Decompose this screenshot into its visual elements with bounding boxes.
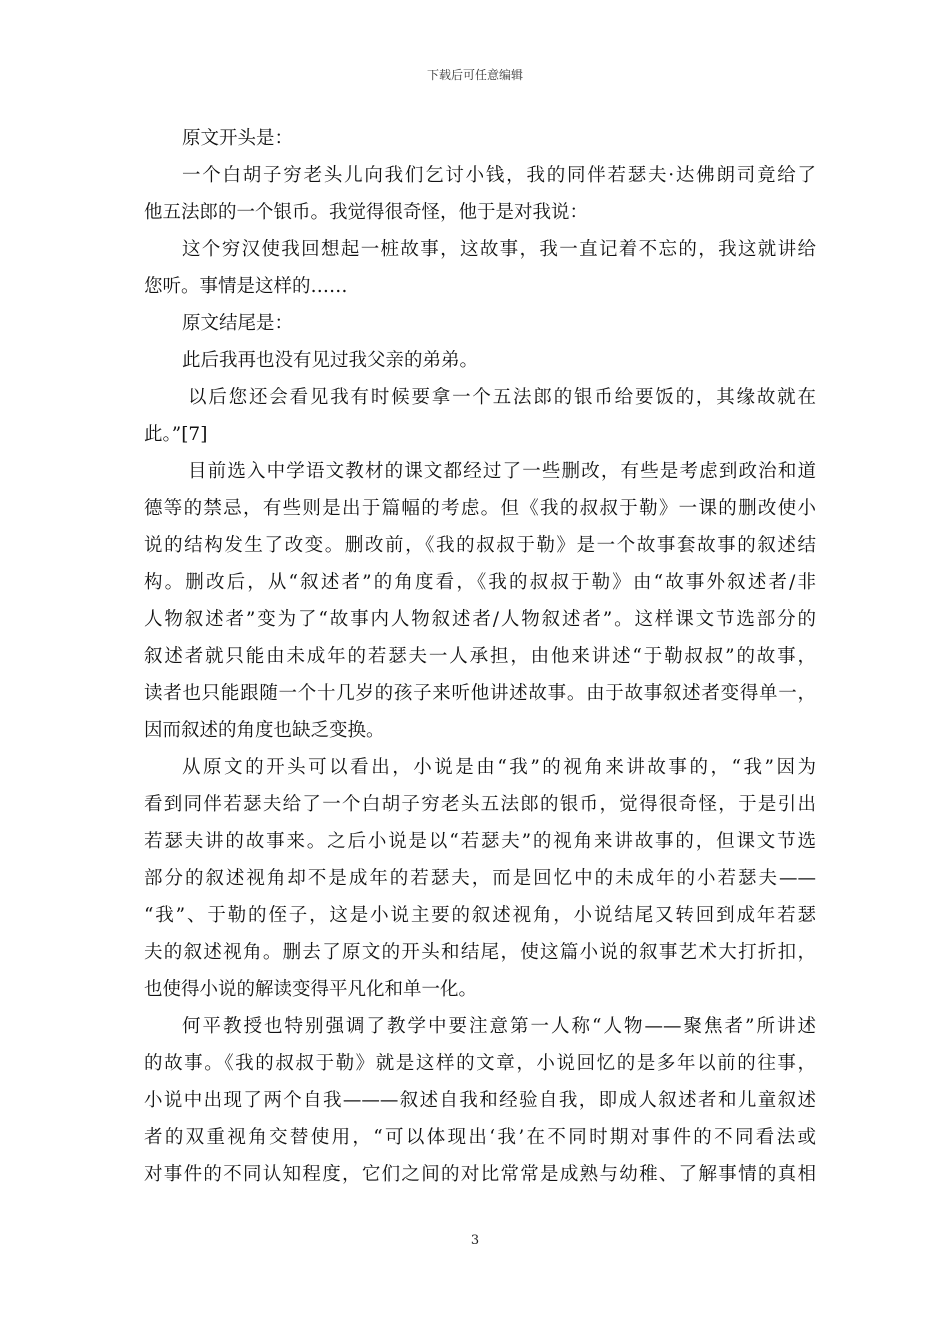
document-body <box>144 120 816 1193</box>
text-line: 说的结构发生了改变。删改前，《我的叔叔于勒》是一个故事套故事的叙述结 <box>144 535 816 556</box>
page-header: 下载后可任意编辑 <box>426 68 523 82</box>
text-line: 构。删改后，从“叙述者”的角度看，《我的叔叔于勒》由“故事外叙述者/非 <box>144 572 816 593</box>
text-line: 这个穷汉使我回想起一桩故事，这故事，我一直记着不忘的，我这就讲给 <box>182 239 816 260</box>
text-line: 因而叙述的角度也缺乏变换。 <box>144 720 385 741</box>
text-line: 以后您还会看见我有时候要拿一个五法郎的银币给要饭的，其缘故就在 <box>188 387 816 408</box>
page-number: 3 <box>470 1233 480 1248</box>
text-line: “我”、于勒的侄子，这是小说主要的叙述视角，小说结尾又转回到成年若瑟 <box>144 905 816 926</box>
text-line: 目前选入中学语文教材的课文都经过了一些删改，有些是考虑到政治和道 <box>188 461 816 482</box>
text-line: 德等的禁忌，有些则是出于篇幅的考虑。但《我的叔叔于勒》一课的删改使小 <box>144 498 816 519</box>
text-line: 的故事。《我的叔叔于勒》就是这样的文章，小说回忆的是多年以前的往事， <box>144 1053 816 1074</box>
text-line: 部分的叙述视角却不是成年的若瑟夫，而是回忆中的未成年的小若瑟夫—— <box>144 868 816 889</box>
text-line: 对事件的不同认知程度，它们之间的对比常常是成熟与幼稚、了解事情的真相 <box>144 1164 816 1185</box>
text-line: 从原文的开头可以看出，小说是由“我”的视角来讲故事的，“我”因为 <box>182 757 816 778</box>
text-line: 者的双重视角交替使用，“可以体现出‘我’在不同时期对事件的不同看法或 <box>144 1127 816 1148</box>
text-line: 夫的叙述视角。删去了原文的开头和结尾，使这篇小说的叙事艺术大打折扣， <box>144 942 816 963</box>
text-line: 原文开头是： <box>182 128 294 149</box>
text-line: 此。”[7] <box>144 424 208 445</box>
text-line: 一个白胡子穷老头儿向我们乞讨小钱，我的同伴若瑟夫·达佛朗司竟给了 <box>182 165 816 186</box>
text-line: 您听。事情是这样的…… <box>144 276 348 297</box>
text-line: 原文结尾是： <box>182 313 294 334</box>
text-line: 小说中出现了两个自我———叙述自我和经验自我，即成人叙述者和儿童叙述 <box>144 1090 816 1111</box>
text-line: 此后我再也没有见过我父亲的弟弟。 <box>182 350 479 371</box>
text-line: 人物叙述者”变为了“故事内人物叙述者/人物叙述者”。这样课文节选部分的 <box>144 609 816 630</box>
text-line: 何平教授也特别强调了教学中要注意第一人称“人物——聚焦者”所讲述 <box>182 1016 816 1037</box>
text-line: 他五法郎的一个银币。我觉得很奇怪，他于是对我说： <box>144 202 589 223</box>
text-line: 若瑟夫讲的故事来。之后小说是以“若瑟夫”的视角来讲故事的，但课文节选 <box>144 831 816 852</box>
text-line: 叙述者就只能由未成年的若瑟夫一人承担，由他来讲述“于勒叔叔”的故事， <box>144 646 816 667</box>
text-line: 看到同伴若瑟夫给了一个白胡子穷老头五法郎的银币，觉得很奇怪，于是引出 <box>144 794 816 815</box>
text-line: 也使得小说的解读变得平凡化和单一化。 <box>144 979 478 1000</box>
text-line: 读者也只能跟随一个十几岁的孩子来听他讲述故事。由于故事叙述者变得单一， <box>144 683 816 704</box>
